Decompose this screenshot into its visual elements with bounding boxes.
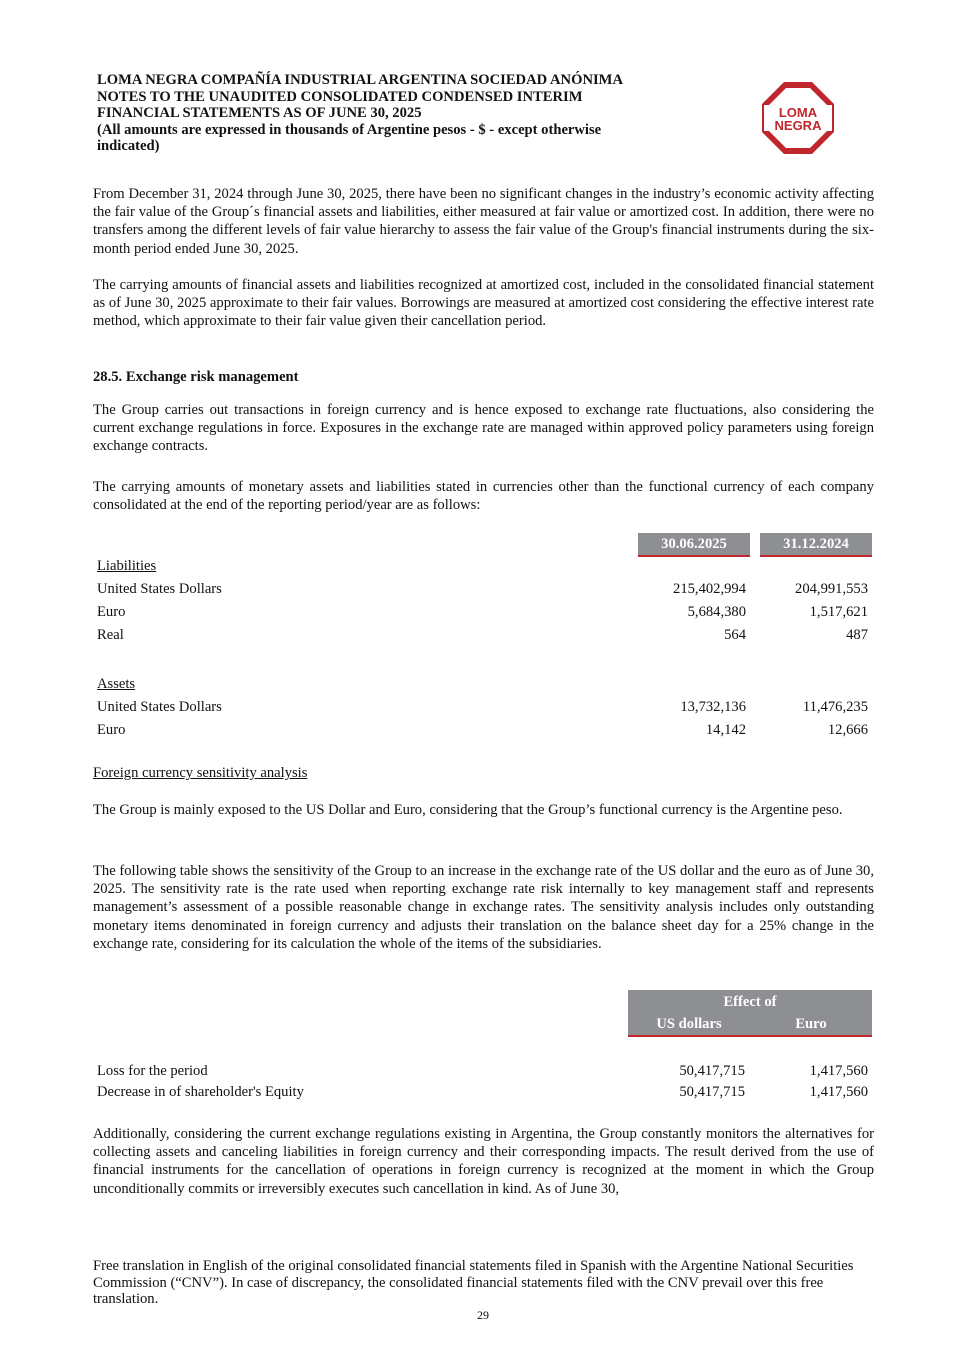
- table1-header-col2: 31.12.2024: [760, 533, 872, 557]
- table2-group-header: Effect of: [723, 994, 777, 1010]
- paragraph-exchange-regulations: Additionally, considering the current exchange regulations existing in Argentina, the Group constantly monitors the alternatives for collecting assets and canceling liabilities in foreign currency and their corresponding impacts. The result derived from the use of financial instruments for the cancellation of operations in foreign currency is recognized at the moment in which the Group unconditionally commits or irreversibly executes such cancellation in kind. As of June 30,: [93, 1126, 874, 1197]
- table2-header-col1: US dollars: [656, 1016, 722, 1032]
- sensitivity-row-value-euro: 1,417,560: [809, 1084, 868, 1100]
- header-line-5: indicated): [97, 138, 160, 154]
- asset-row-label: United States Dollars: [97, 699, 222, 715]
- sensitivity-row-label: Loss for the period: [97, 1063, 208, 1079]
- liabilities-heading: Liabilities: [97, 558, 157, 574]
- sensitivity-row-label: Decrease in of shareholder's Equity: [97, 1084, 304, 1100]
- liability-row-label: Euro: [97, 604, 126, 620]
- liability-row-label: Real: [97, 627, 124, 643]
- footer-translation-note: Free translation in English of the original consolidated financial statements filed in Spanish with the Argentine National Securities Commission (“CNV”). In case of discrepancy, the consolidated financial statements filed with the CNV prevail over this free translation.: [93, 1258, 854, 1307]
- liability-row-value-2025: 5,684,380: [687, 604, 746, 620]
- paragraph-monetary-items: The carrying amounts of monetary assets and liabilities stated in currencies other than the functional currency of each company consolidated at the end of the reporting period/year are as follows:: [93, 479, 874, 514]
- paragraph-carrying-amounts: The carrying amounts of financial assets and liabilities recognized at amortized cost, included in the consolidated financial statement as of June 30, 2025 approximate to their fair values. Borrowings are measured at amortized cost considering the effective interest rate method, which approximate to their fair value given their cancellation period.: [93, 277, 874, 330]
- paragraph-main-exposure: The Group is mainly exposed to the US Dollar and Euro, considering that the Group’s functional currency is the Argentine peso.: [93, 802, 843, 818]
- header-line-3: FINANCIAL STATEMENTS AS OF JUNE 30, 2025: [97, 105, 422, 121]
- asset-row-label: Euro: [97, 722, 126, 738]
- table2-header-col2: Euro: [795, 1016, 827, 1032]
- table2-header: [628, 990, 872, 1037]
- liability-row-value-2025: 564: [724, 627, 746, 643]
- liability-row-value-2024: 1,517,621: [809, 604, 868, 620]
- liability-row-label: United States Dollars: [97, 581, 222, 597]
- asset-row-value-2025: 14,142: [705, 722, 746, 738]
- header-line-4: (All amounts are expressed in thousands of Argentine pesos - $ - except otherwise: [97, 121, 602, 138]
- sensitivity-row-value-usd: 50,417,715: [679, 1084, 745, 1100]
- asset-row-value-2025: 13,732,136: [680, 699, 746, 715]
- sensitivity-title: Foreign currency sensitivity analysis: [93, 765, 308, 781]
- paragraph-sensitivity-description: The following table shows the sensitivity of the Group to an increase in the exchange rate of the US dollar and the euro as of June 30, 2025. The sensitivity rate is the rate used when reporting exchange rate risk internally to key management staff and represents management’s assessment of a possible reasonable change in exchange rates. The sensitivity analysis includes only outstanding monetary items denominated in foreign currency and adjusts their translation on the balance sheet day for a 25% change in the exchange rate, considering for its calculation the whole of the items of the subsidiaries.: [93, 863, 874, 952]
- header-line-2: NOTES TO THE UNAUDITED CONSOLIDATED CONDENSED INTERIM: [97, 88, 583, 105]
- logo-text-top: LOMA: [778, 105, 818, 120]
- table1-header-col1: 30.06.2025: [638, 533, 750, 557]
- paragraph-exchange-exposure: The Group carries out transactions in foreign currency and is hence exposed to exchange rate fluctuations, also considering the current exchange regulations in force. Exposures in the exchange rate are managed within approved policy parameters using foreign exchange contracts.: [93, 402, 874, 455]
- page-number: 29: [477, 1308, 489, 1322]
- document-header: [97, 72, 697, 155]
- liability-row-value-2024: 204,991,553: [795, 581, 868, 597]
- sensitivity-row-value-euro: 1,417,560: [809, 1063, 868, 1079]
- logo-text-bottom: NEGRA: [774, 118, 822, 133]
- asset-row-value-2024: 12,666: [827, 722, 868, 738]
- paragraph-fair-value-changes: From December 31, 2024 through June 30, 2025, there have been no significant changes in the industry’s economic activity affecting the fair value of the Group´s financial assets and liabilities, either measured at fair value or amortized cost. In addition, there were no transfers among the different levels of fair value hierarchy to assess the fair value of the Group's financial instruments during the six-month period ended June 30, 2025.: [93, 186, 874, 257]
- liability-row-value-2025: 215,402,994: [673, 581, 746, 597]
- company-logo: [760, 80, 836, 156]
- header-line-1: LOMA NEGRA COMPAÑÍA INDUSTRIAL ARGENTINA SOCIEDAD ANÓNIMA: [97, 72, 623, 88]
- sensitivity-row-value-usd: 50,417,715: [679, 1063, 745, 1079]
- section-title: 28.5. Exchange risk management: [93, 369, 299, 385]
- assets-heading: Assets: [97, 676, 136, 692]
- asset-row-value-2024: 11,476,235: [802, 699, 868, 715]
- liability-row-value-2024: 487: [846, 627, 868, 643]
